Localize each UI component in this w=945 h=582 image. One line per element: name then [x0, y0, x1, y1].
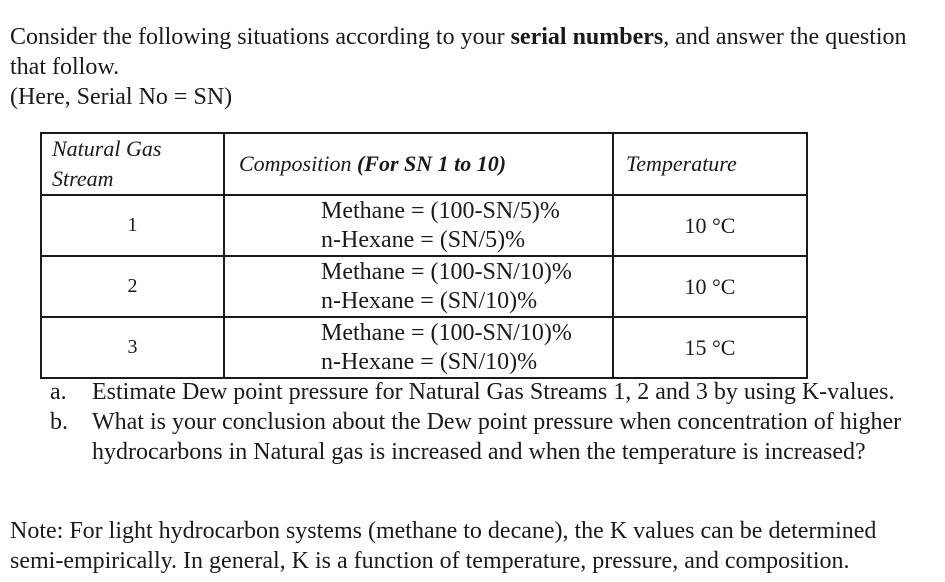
- intro-text-start: Consider the following situations according to your: [10, 24, 511, 50]
- question-text: Estimate Dew point pressure for Natural Gas Streams 1, 2 and 3 by using K-values.: [92, 379, 895, 405]
- question-label: b.: [50, 409, 68, 435]
- stream-number: 2: [41, 256, 224, 317]
- table-row: [41, 317, 807, 378]
- methane-fraction: Methane = (100-SN/10)%: [321, 258, 572, 285]
- table-header-row: [41, 133, 807, 195]
- question-text: What is your conclusion about the Dew point pressure when concentration of higher hydrocarbons in Natural gas is increased and when the temperature is increased?: [92, 409, 902, 465]
- hexane-fraction: n-Hexane = (SN/10)%: [321, 348, 538, 375]
- header-stream-line1: Natural Gas: [52, 136, 162, 161]
- header-temperature: Temperature: [613, 133, 807, 195]
- hexane-fraction: n-Hexane = (SN/10)%: [321, 287, 538, 314]
- temperature-cell: 10 °C: [613, 256, 807, 317]
- intro-text-end: , and answer the question that follow.: [10, 24, 907, 80]
- stream-number: 1: [41, 195, 224, 256]
- header-stream: [41, 133, 224, 195]
- intro-serial-definition: (Here, Serial No = SN): [10, 84, 233, 110]
- question-label: a.: [50, 379, 67, 405]
- methane-fraction: Methane = (100-SN/5)%: [321, 197, 560, 224]
- list-item: [50, 377, 930, 407]
- gas-streams-table: [40, 132, 808, 379]
- table-row: [41, 195, 807, 256]
- question-list: [50, 377, 930, 467]
- header-composition-label: Composition: [239, 151, 357, 176]
- intro-paragraph: [10, 22, 930, 112]
- header-composition: [224, 133, 613, 195]
- header-composition-range: (For SN 1 to 10): [356, 151, 507, 176]
- intro-bold-serial-numbers: serial numbers: [510, 24, 664, 50]
- list-item: [50, 407, 930, 467]
- temperature-cell: 10 °C: [613, 195, 807, 256]
- table-row: [41, 256, 807, 317]
- stream-number: 3: [41, 317, 224, 378]
- composition-cell: [224, 256, 613, 317]
- methane-fraction: Methane = (100-SN/10)%: [321, 319, 572, 346]
- header-stream-line2: Stream: [52, 166, 114, 191]
- temperature-cell: 15 °C: [613, 317, 807, 378]
- composition-cell: [224, 317, 613, 378]
- composition-cell: [224, 195, 613, 256]
- hexane-fraction: n-Hexane = (SN/5)%: [321, 226, 526, 253]
- note-paragraph: Note: For light hydrocarbon systems (methane to decane), the K values can be determined semi-empirically. In general, K is a function of temperature, pressure, and composition.: [10, 518, 877, 574]
